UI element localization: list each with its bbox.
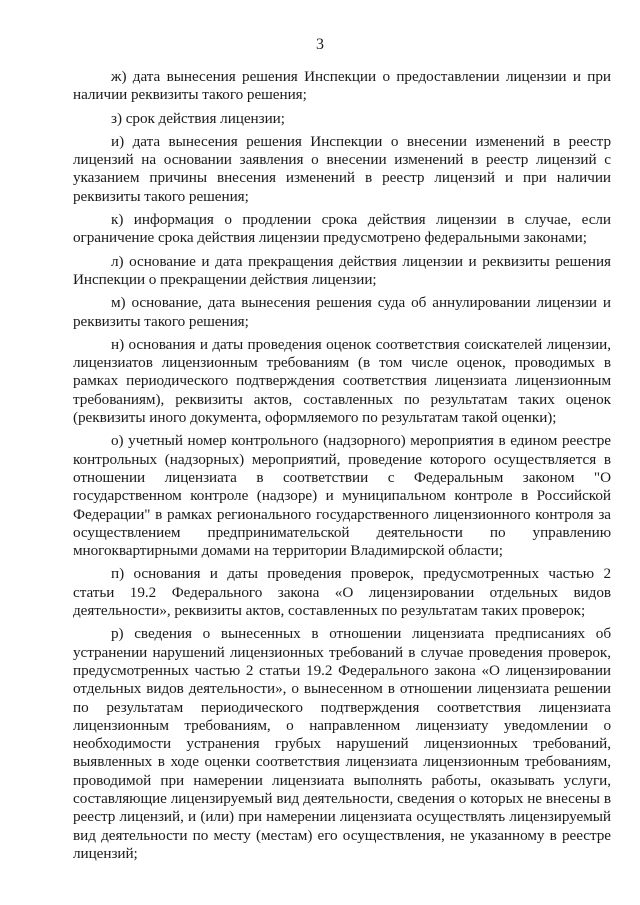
paragraph-r: р) сведения о вынесенных в отношении лицензиата предписаниях об устранении нарушений лицензионных требований в случае проведения проверок, предусмотренных частью 2 статьи 19.2 Федерального закона «О лицензировании отдельных видов деятельности», о вынесенном в отношении лицензиата решении по результатам периодического подтверждения соответствия лицензиата лицензионным требованиям, о направленном лицензиату уведомлении о необходимости устранения грубых нарушений лицензионных требований, выявленных в ходе оценки соответствия лицензиата лицензионным требованиям, проводимой при намерении лицензиата выполнять работы, оказывать услуги, составляющие лицензируемый вид деятельности, сведения о которых не внесены в реестр лицензий, и (или) при намерении лицензиата осуществлять лицензируемый вид деятельности по месту (местам) его осуществления, не указанному в реестре лицензий; [73,625,611,862]
paragraph-i: и) дата вынесения решения Инспекции о внесении изменений в реестр лицензий на основании заявления о внесении изменений в реестр лицензий с указанием причины внесения изменений в реестр лицензий и при наличии реквизиты такого решения; [73,132,611,205]
paragraph-m: м) основание, дата вынесения решения суда об аннулировании лицензии и реквизиты такого решения; [73,294,611,330]
paragraph-l: л) основание и дата прекращения действия лицензии и реквизиты решения Инспекции о прекращении действия лицензии; [73,252,611,288]
paragraph-k: к) информация о продлении срока действия лицензии в случае, если ограничение срока действия лицензии предусмотрено федеральными законами; [73,211,611,247]
paragraph-zh: ж) дата вынесения решения Инспекции о предоставлении лицензии и при наличии реквизиты такого решения; [73,68,611,104]
paragraph-z: з) срок действия лицензии; [111,109,285,127]
document-body [73,68,611,868]
paragraph-o: о) учетный номер контрольного (надзорного) мероприятия в едином реестре контрольных (надзорных) мероприятий, проведение которого осуществляется в отношении лицензиата в соответствии с Федеральным законом "О государственном контроле (надзоре) и муниципальном контроле в Российской Федерации" в рамках регионального государственного лицензионного контроля за осуществлением предпринимательской деятельности по управлению многоквартирными домами на территории Владимирской области; [73,432,611,560]
paragraph-n: н) основания и даты проведения оценок соответствия соискателей лицензии, лицензиатов лицензионным требованиям (в том числе оценок, проводимых в рамках периодического подтверждения соответствия лицензиата лицензионным требованиям), реквизиты актов, составленных по результатам таких оценок (реквизиты иного документа, оформляемого по результатам такой оценки); [73,335,611,427]
page-number: 3 [316,36,324,53]
paragraph-p: п) основания и даты проведения проверок, предусмотренных частью 2 статьи 19.2 Федерального закона «О лицензировании отдельных видов деятельности», реквизиты актов, составленных по результатам таких проверок; [73,565,611,620]
